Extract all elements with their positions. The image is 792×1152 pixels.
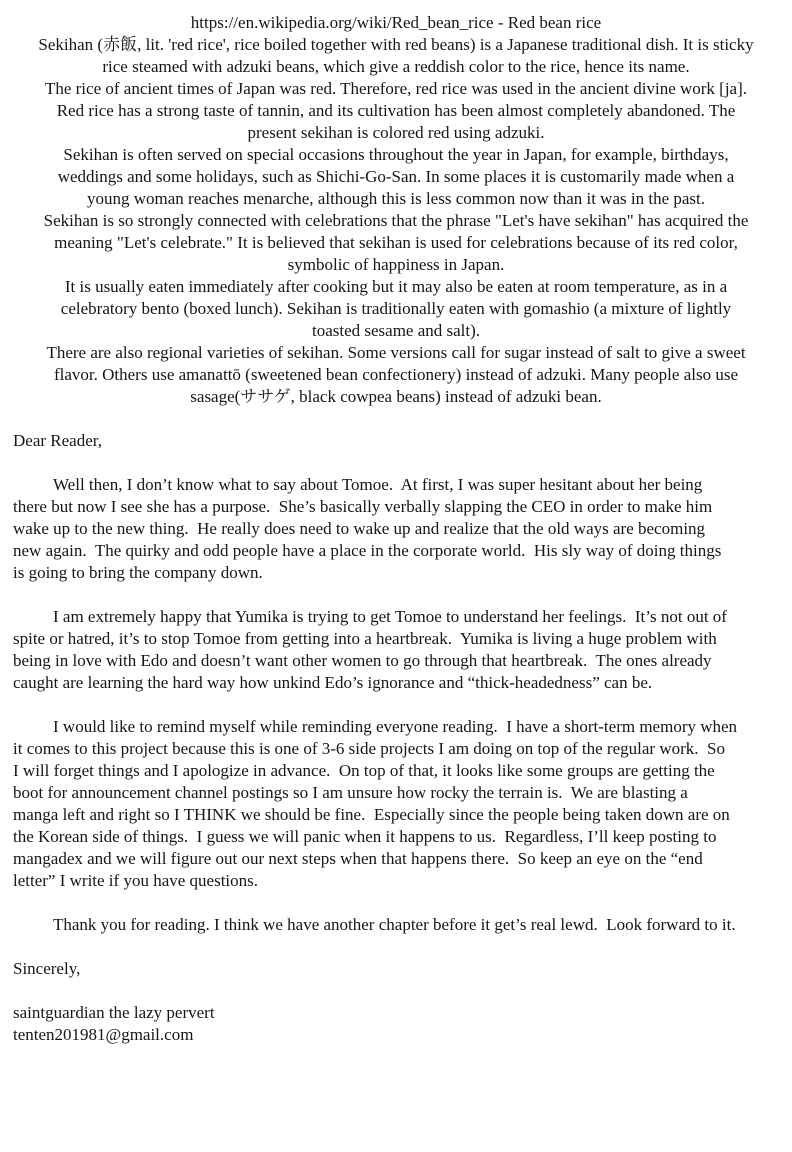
- text-line: Thank you for reading. I think we have another chapter before it get’s real lewd. Look forward to it.: [53, 915, 736, 934]
- text-line: celebratory bento (boxed lunch). Sekihan is traditionally eaten with gomashio (a mixture of lightly: [60, 299, 732, 318]
- salutation: Dear Reader,: [13, 431, 102, 450]
- text-line: I am extremely happy that Yumika is trying to get Tomoe to understand her feelings. It’s not out of: [53, 607, 727, 626]
- signature-block: [13, 1002, 779, 1046]
- text-line: spite or hatred, it’s to stop Tomoe from getting into a heartbreak. Yumika is living a huge problem with: [13, 629, 717, 648]
- text-line: weddings and some holidays, such as Shichi-Go-San. In some places it is customarily made when a: [57, 167, 735, 186]
- letter-paragraph: [13, 914, 779, 936]
- signature-email: tenten201981@gmail.com: [13, 1025, 194, 1044]
- text-line: flavor. Others use amanattō (sweetened bean confectionery) instead of adzuki. Many people also use: [53, 365, 738, 384]
- text-line: it comes to this project because this is one of 3-6 side projects I am doing on top of the regular work. So: [13, 739, 725, 758]
- wikipedia-excerpt-lines: [13, 34, 779, 408]
- text-line: meaning "Let's celebrate." It is believed that sekihan is used for celebrations because of its red color,: [54, 233, 738, 252]
- text-line: There are also regional varieties of sekihan. Some versions call for sugar instead of salt to give a sweet: [46, 343, 746, 362]
- text-line: there but now I see she has a purpose. She’s basically verbally slapping the CEO in order to make him: [13, 497, 713, 516]
- text-line: toasted sesame and salt).: [311, 321, 481, 340]
- text-line: caught are learning the hard way how unkind Edo’s ignorance and “thick-headedness” can be.: [13, 673, 653, 692]
- reader-letter: [13, 430, 779, 1046]
- text-line: The rice of ancient times of Japan was red. Therefore, red rice was used in the ancient divine work [ja].: [44, 79, 748, 98]
- text-line: mangadex and we will figure out our next steps when that happens there. So keep an eye on the “end: [13, 849, 703, 868]
- signature-name: saintguardian the lazy pervert: [13, 1003, 215, 1022]
- text-line: the Korean side of things. I guess we will panic when it happens to us. Regardless, I’ll keep posting to: [13, 827, 717, 846]
- text-line: new again. The quirky and odd people have a place in the corporate world. His sly way of doing things: [13, 541, 722, 560]
- text-line: letter” I write if you have questions.: [13, 871, 259, 890]
- text-line: young woman reaches menarche, although this is less common now than it was in the past.: [86, 189, 705, 208]
- text-line: present sekihan is colored red using adzuki.: [247, 123, 545, 142]
- text-line: Sekihan is so strongly connected with celebrations that the phrase "Let's have sekihan" has acquired the: [43, 211, 749, 230]
- text-line: symbolic of happiness in Japan.: [287, 255, 505, 274]
- letter-paragraph: [13, 474, 779, 584]
- text-line: sasage(ササゲ, black cowpea beans) instead of adzuki bean.: [190, 387, 602, 406]
- text-line: I would like to remind myself while reminding everyone reading. I have a short-term memory when: [53, 717, 738, 736]
- letter-body: [13, 474, 779, 936]
- closing: Sincerely,: [13, 959, 81, 978]
- letter-paragraph: [13, 606, 779, 694]
- wikipedia-excerpt: [13, 12, 779, 408]
- text-line: manga left and right so I THINK we should be fine. Especially since the people being taken down are on: [13, 805, 730, 824]
- text-line: rice steamed with adzuki beans, which give a reddish color to the rice, hence its name.: [102, 57, 690, 76]
- source-url-line: https://en.wikipedia.org/wiki/Red_bean_rice - Red bean rice: [190, 13, 602, 32]
- text-line: It is usually eaten immediately after cooking but it may also be eaten at room temperature, as in a: [64, 277, 728, 296]
- text-line: Sekihan (赤飯, lit. 'red rice', rice boiled together with red beans) is a Japanese traditional dish. It is sticky: [38, 35, 754, 54]
- text-line: boot for announcement channel postings so I am unsure how rocky the terrain is. We are blasting a: [13, 783, 688, 802]
- text-line: wake up to the new thing. He really does need to wake up and realize that the old ways are becoming: [13, 519, 706, 538]
- text-line: Well then, I don’t know what to say about Tomoe. At first, I was super hesitant about her being: [53, 475, 703, 494]
- text-line: I will forget things and I apologize in advance. On top of that, it looks like some groups are getting the: [13, 761, 715, 780]
- text-line: Red rice has a strong taste of tannin, and its cultivation has been almost completely abandoned. The: [56, 101, 736, 120]
- text-line: being in love with Edo and doesn’t want other women to go through that heartbreak. The ones already: [13, 651, 712, 670]
- letter-paragraph: [13, 716, 779, 892]
- text-line: is going to bring the company down.: [13, 563, 263, 582]
- text-line: Sekihan is often served on special occasions throughout the year in Japan, for example, birthdays,: [63, 145, 729, 164]
